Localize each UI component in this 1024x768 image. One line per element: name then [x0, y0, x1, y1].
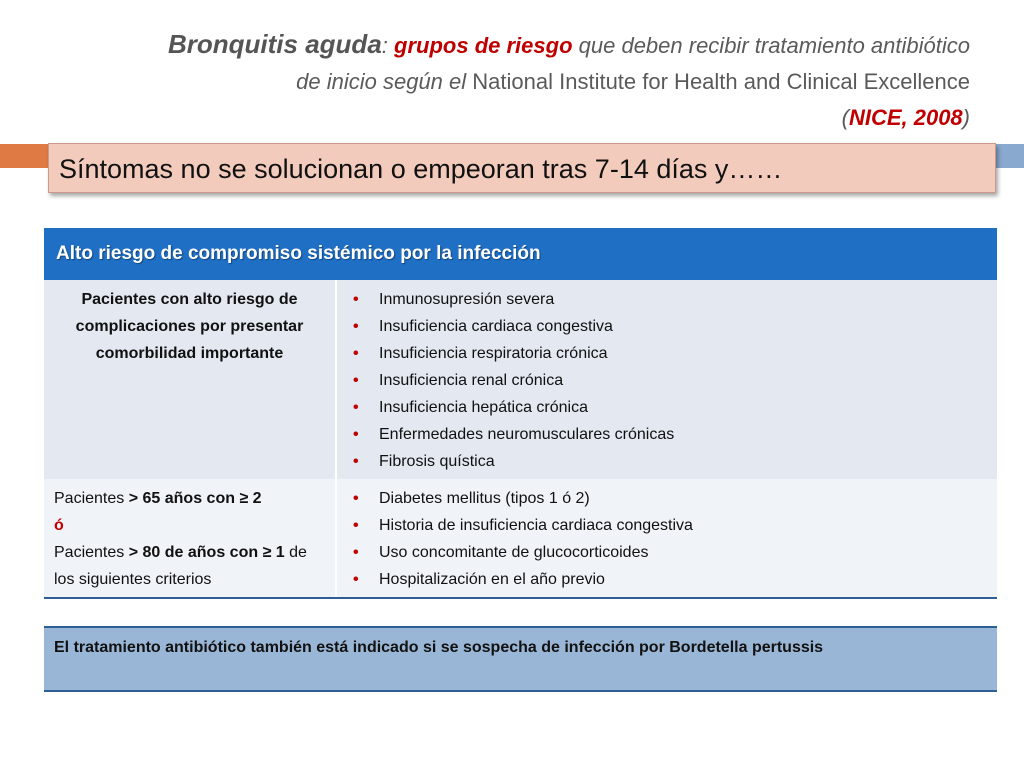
risk-table	[44, 228, 997, 599]
list-item: • Insuficiencia respiratoria crónica	[349, 340, 989, 367]
title-organization: National Institute for Health and Clinical Excellence	[472, 69, 970, 94]
age-criteria-b-rest: de los siguientes criterios	[54, 544, 307, 588]
age-criteria-a-prefix: Pacientes	[54, 490, 125, 507]
age-criteria	[44, 479, 336, 598]
list-item: • Insuficiencia renal crónica	[349, 367, 989, 394]
title-line-2	[96, 64, 970, 100]
age-criteria-a-ge: ≥ 2	[239, 490, 262, 507]
age-criteria-b-bold: 80 de años con	[142, 544, 259, 561]
age-list-cell	[336, 479, 997, 598]
age-criteria-b-prefix: Pacientes	[54, 544, 125, 561]
list-item: • Insuficiencia cardiaca congestiva	[349, 313, 989, 340]
title-line-2-italic: de inicio según el	[296, 69, 467, 94]
title-line-1-rest: que deben recibir tratamiento antibiótico	[578, 33, 970, 58]
title-line-3	[96, 100, 970, 136]
list-item: • Enfermedades neuromusculares crónicas	[349, 421, 989, 448]
title-risk-groups: grupos de riesgo	[394, 33, 573, 58]
list-item: • Historia de insuficiencia cardiaca congestiva	[349, 512, 989, 539]
list-item: • Hospitalización en el año previo	[349, 566, 989, 593]
risk-table-header: Alto riesgo de compromiso sistémico por la infección	[44, 228, 997, 280]
age-criteria-a-gt: >	[128, 490, 139, 507]
age-criteria-a-bold: 65 años con	[142, 490, 235, 507]
title-line-1	[96, 26, 970, 64]
list-item: • Inmunosupresión severa	[349, 286, 989, 313]
symptoms-banner: Síntomas no se solucionan o empeoran tras 7-14 días y……	[48, 143, 996, 193]
pertussis-note: El tratamiento antibiótico también está indicado si se sospecha de infección por Bordetella pertussis	[44, 626, 997, 692]
slide-title	[96, 26, 970, 136]
decorative-bar-left	[0, 144, 50, 168]
title-paren-close: )	[962, 105, 970, 130]
table-row	[44, 479, 997, 598]
list-item: • Fibrosis quística	[349, 448, 989, 475]
list-item: • Uso concomitante de glucocorticoides	[349, 539, 989, 566]
age-criteria-b-gt: >	[128, 544, 139, 561]
comorbidity-criteria: Pacientes con alto riesgo de complicaciones por presentar comorbilidad importante	[44, 280, 336, 479]
title-paren-open: (	[841, 105, 849, 130]
comorbidity-list	[349, 286, 989, 475]
list-item: • Diabetes mellitus (tipos 1 ó 2)	[349, 485, 989, 512]
title-citation: NICE, 2008	[848, 105, 963, 130]
age-criteria-list	[349, 485, 989, 593]
title-colon: :	[381, 33, 388, 58]
comorbidity-list-cell	[336, 280, 997, 479]
age-criteria-b-ge: ≥ 1	[262, 544, 285, 561]
age-criteria-or: ó	[54, 517, 64, 534]
list-item: • Insuficiencia hepática crónica	[349, 394, 989, 421]
title-topic: Bronquitis aguda	[168, 29, 382, 59]
decorative-bar-right	[996, 144, 1024, 168]
table-row	[44, 280, 997, 479]
